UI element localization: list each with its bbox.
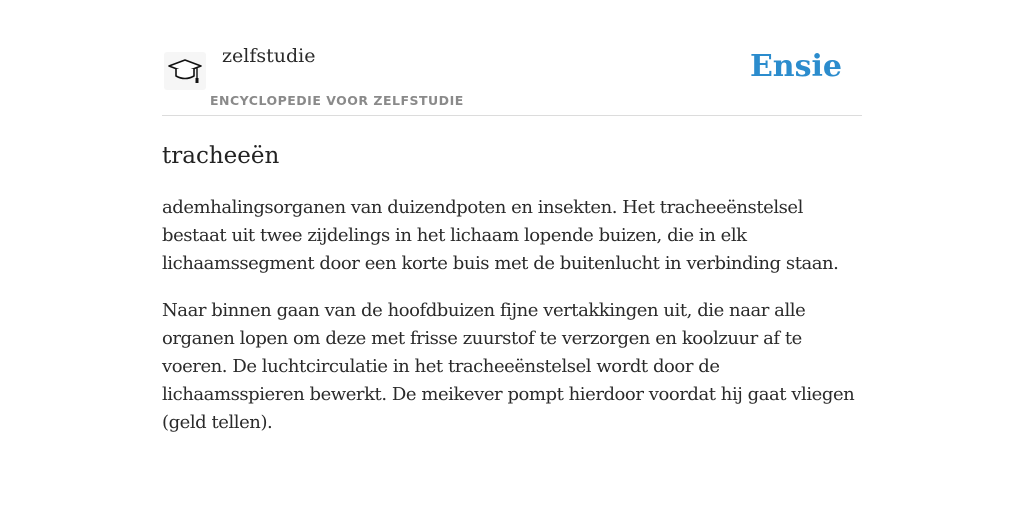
article: [162, 141, 862, 437]
site-tagline: ENCYCLOPEDIE VOOR ZELFSTUDIE: [210, 93, 464, 108]
site-logo[interactable]: [164, 52, 206, 90]
site-header: [162, 0, 862, 116]
brand-logo-link[interactable]: Ensie: [749, 49, 842, 84]
article-title: tracheeën: [162, 143, 280, 169]
site-name[interactable]: zelfstudie: [222, 45, 316, 67]
article-paragraph-2: Naar binnen gaan van de hoofdbuizen fijne vertakkingen uit, die naar alle organen lopen om deze met frisse zuurstof te verzorgen en koolzuur af te voeren. De luchtcirculatie in het tracheeënstelsel wordt door de lichaamsspieren bewerkt. De meikever pompt hierdoor voordat hij gaat vliegen (geld tellen).: [162, 300, 855, 433]
article-paragraph-1: ademhalingsorganen van duizendpoten en insekten. Het tracheeënstelsel bestaat uit twee zijdelings in het lichaam lopende buizen, die in elk lichaamssegment door een korte buis met de buitenlucht in verbinding staan.: [162, 197, 839, 274]
main-container: [162, 0, 862, 437]
